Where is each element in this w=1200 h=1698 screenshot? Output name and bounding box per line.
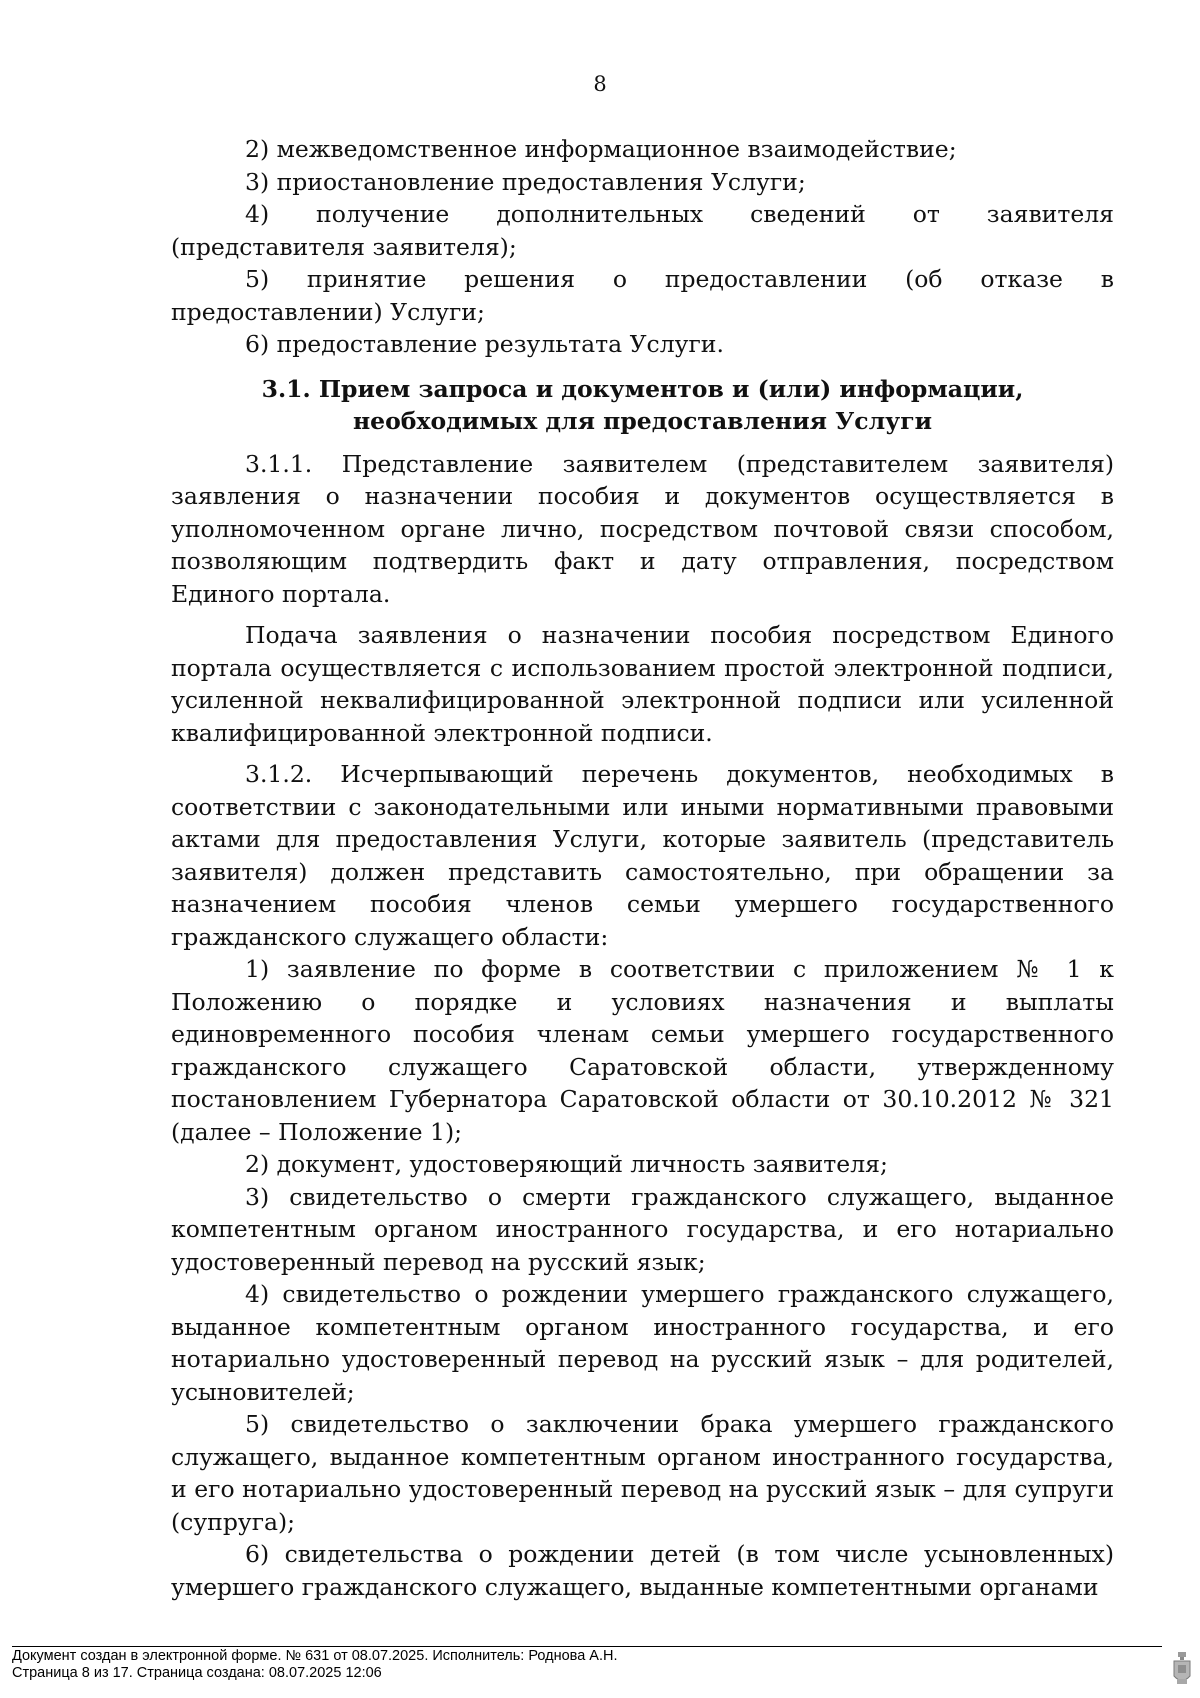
list-item: 2) документ, удостоверяющий личность заявителя; [245, 1150, 888, 1178]
coat-of-arms-icon [1172, 1652, 1192, 1686]
paragraph-submission: Подача заявления о назначении пособия посредством Единого портала осуществляется с использованием простой электронной подписи, усиленной неквалифицированной электронной подписи или усиленной квалифицированной электронной подписи. [171, 621, 1114, 747]
section-heading: 3.1. Прием запроса и документов и (или) информации, необходимых для предоставления Услуги [261, 374, 1024, 435]
list-item: 5) принятие решения о предоставлении (об отказе в предоставлении) Услуги; [171, 265, 1114, 326]
footer-line-2: Страница 8 из 17. Страница создана: 08.07.2025 12:06 [12, 1665, 382, 1681]
page-number: 8 [593, 72, 607, 96]
list-item: 3) приостановление предоставления Услуги; [245, 167, 806, 196]
paragraph-3-1-2: 3.1.2. Исчерпывающий перечень документов, необходимых в соответствии с законодательными или иными нормативными правовыми актами для предоставления Услуги, которые заявитель (представитель заявителя) должен представить самостоятельно, при обращении за назначением пособия членов семьи умершего государственного гражданского служащего области: [171, 760, 1114, 951]
list-item: 1) заявление по форме в соответствии с приложением № 1 к Положению о порядке и условиях назначения и выплаты единовременного пособия членам семьи умершего государственного гражданского служащего Саратовской области, утвержденному постановлением Губернатора Саратовской области от 30.10.2012 № 321 (далее – Положение 1); [171, 955, 1114, 1146]
list-item: 4) свидетельство о рождении умершего гражданского служащего, выданное компетентным органом иностранного государства, и его нотариально удостоверенный перевод на русский язык – для родителей, усыновителей; [171, 1280, 1114, 1406]
list-item: 2) межведомственное информационное взаимодействие; [245, 135, 957, 163]
list-item: 5) свидетельство о заключении брака умершего гражданского служащего, выданное компетентным органом иностранного государства, и его нотариально удостоверенный перевод на русский язык – для супруги (супруга); [171, 1410, 1114, 1536]
paragraph-3-1-1: 3.1.1. Представление заявителем (представителем заявителя) заявления о назначении пособия и документов осуществляется в уполномоченном органе лично, посредством почтовой связи способом, позволяющим подтвердить факт и дату отправления, посредством Единого портала. [171, 449, 1114, 608]
document-footer [12, 1646, 1162, 1682]
document-body [171, 133, 1114, 1603]
footer-line-1: Документ создан в электронной форме. № 631 от 08.07.2025. Исполнитель: Роднова А.Н. [12, 1648, 618, 1664]
list-item: 4) получение дополнительных сведений от заявителя (представителя заявителя); [171, 200, 1114, 261]
list-item: 6) предоставление результата Услуги. [245, 330, 724, 358]
list-item: 6) свидетельства о рождении детей (в том числе усыновленных) умершего гражданского служащего, выданные компетентными органами [171, 1540, 1114, 1601]
list-item: 3) свидетельство о смерти гражданского служащего, выданное компетентным органом иностранного государства, и его нотариально удостоверенный перевод на русский язык; [171, 1182, 1114, 1276]
